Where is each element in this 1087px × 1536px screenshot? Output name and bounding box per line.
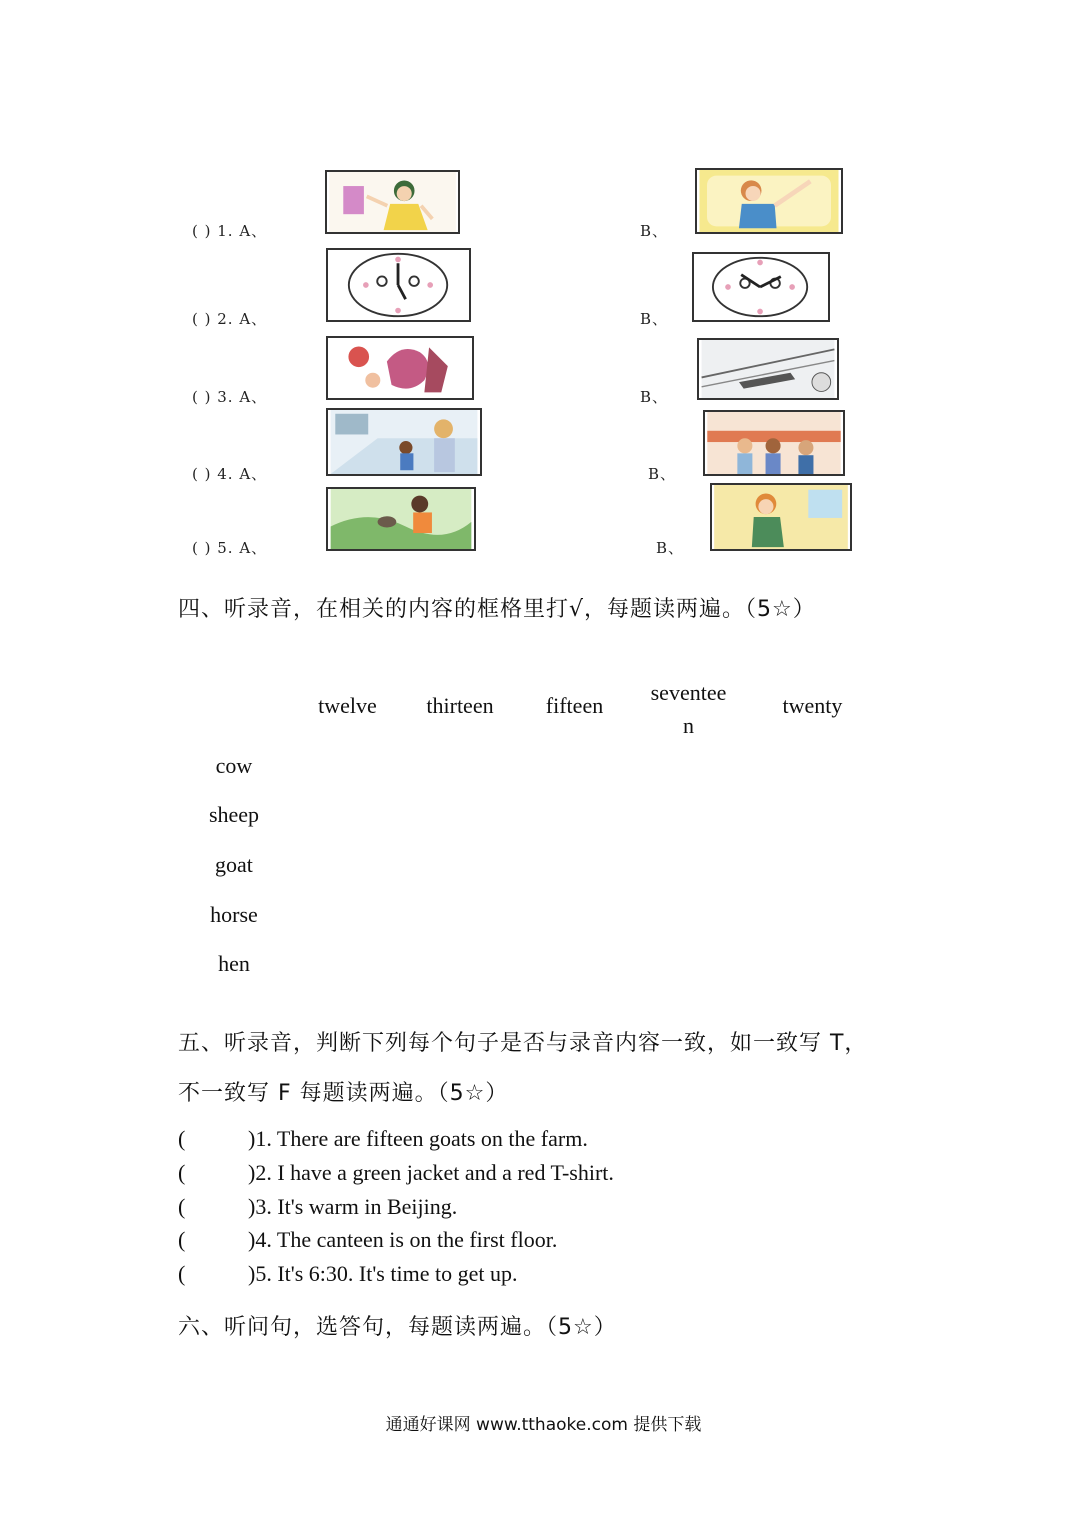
column-header-fifteen: fifteen bbox=[545, 693, 604, 718]
animals-illustration bbox=[328, 338, 472, 398]
question-2-image-b[interactable] bbox=[692, 252, 830, 322]
sentence-1 bbox=[178, 1126, 588, 1152]
girl-stretching-illustration bbox=[697, 170, 841, 232]
question-1-label: ( ) 1. A、 bbox=[192, 222, 268, 240]
row-header-horse: horse bbox=[210, 902, 258, 927]
section-6-heading: 六、听问句，选答句，每题读两遍。（5☆） bbox=[178, 1315, 617, 1340]
sentence-5 bbox=[178, 1261, 517, 1287]
girl-room-illustration bbox=[712, 485, 850, 549]
sentence-text: )3. It's warm in Beijing. bbox=[248, 1194, 458, 1219]
question-1-b-label: B、 bbox=[640, 222, 669, 240]
answer-blank[interactable]: ( bbox=[178, 1160, 186, 1185]
family-hall-illustration bbox=[328, 410, 480, 474]
question-5-label: ( ) 5. A、 bbox=[192, 539, 268, 557]
answer-blank[interactable]: ( bbox=[178, 1261, 186, 1286]
question-2-b-label: B、 bbox=[640, 310, 669, 328]
answer-blank[interactable]: ( bbox=[178, 1126, 186, 1151]
sentence-3 bbox=[178, 1194, 457, 1220]
question-3-image-b[interactable] bbox=[697, 338, 839, 400]
clock-illustration-b bbox=[694, 254, 828, 320]
question-2-label: ( ) 2. A、 bbox=[192, 310, 268, 328]
section-5-heading-line-1: 五、听录音，判断下列每个句子是否与录音内容一致，如一致写 T， bbox=[178, 1031, 868, 1056]
answer-blank[interactable]: ( bbox=[178, 1227, 186, 1252]
question-3-label: ( ) 3. A、 bbox=[192, 388, 268, 406]
question-5-b-label: B、 bbox=[656, 539, 685, 557]
section-4-heading: 四、听录音，在相关的内容的框格里打√，每题读两遍。（5☆） bbox=[178, 597, 816, 622]
sentence-text: )4. The canteen is on the first floor. bbox=[248, 1227, 558, 1252]
seventeen-line-2: n bbox=[683, 713, 694, 738]
row-header-cow: cow bbox=[215, 753, 253, 778]
classroom-illustration bbox=[705, 412, 843, 474]
answer-blank[interactable]: ( bbox=[178, 1194, 186, 1219]
question-4-image-a[interactable] bbox=[326, 408, 482, 476]
row-header-sheep: sheep bbox=[208, 802, 260, 827]
sentence-text: )2. I have a green jacket and a red T-shirt. bbox=[248, 1160, 614, 1185]
column-header-twenty: twenty bbox=[782, 693, 843, 718]
column-header-twelve: twelve bbox=[318, 693, 377, 718]
question-3-b-label: B、 bbox=[640, 388, 669, 406]
question-1-image-a[interactable] bbox=[325, 170, 460, 234]
sentence-2 bbox=[178, 1160, 614, 1186]
question-4-image-b[interactable] bbox=[703, 410, 845, 476]
seventeen-line-1: seventee bbox=[650, 680, 727, 705]
row-header-hen: hen bbox=[218, 951, 250, 976]
question-5-image-b[interactable] bbox=[710, 483, 852, 551]
question-5-image-a[interactable] bbox=[326, 487, 476, 551]
row-header-goat: goat bbox=[215, 852, 253, 877]
page-footer: 通通好课网 www.tthaoke.com 提供下载 bbox=[385, 1415, 702, 1435]
question-4-label: ( ) 4. A、 bbox=[192, 465, 268, 483]
sentence-4 bbox=[178, 1227, 557, 1253]
question-2-image-a[interactable] bbox=[326, 248, 471, 322]
girl-clothes-illustration bbox=[327, 172, 458, 232]
section-5-heading-line-2: 不一致写 F 每题读两遍。（5☆） bbox=[178, 1081, 509, 1106]
question-1-image-b[interactable] bbox=[695, 168, 843, 234]
column-header-thirteen: thirteen bbox=[426, 693, 494, 718]
question-4-b-label: B、 bbox=[648, 465, 677, 483]
window-scene-illustration bbox=[699, 340, 837, 398]
garden-illustration bbox=[328, 489, 474, 549]
clock-illustration-a bbox=[328, 250, 469, 320]
column-header-seventeen bbox=[636, 676, 741, 742]
sentence-text: )5. It's 6:30. It's time to get up. bbox=[248, 1261, 518, 1286]
question-3-image-a[interactable] bbox=[326, 336, 474, 400]
sentence-text: )1. There are fifteen goats on the farm. bbox=[248, 1126, 588, 1151]
